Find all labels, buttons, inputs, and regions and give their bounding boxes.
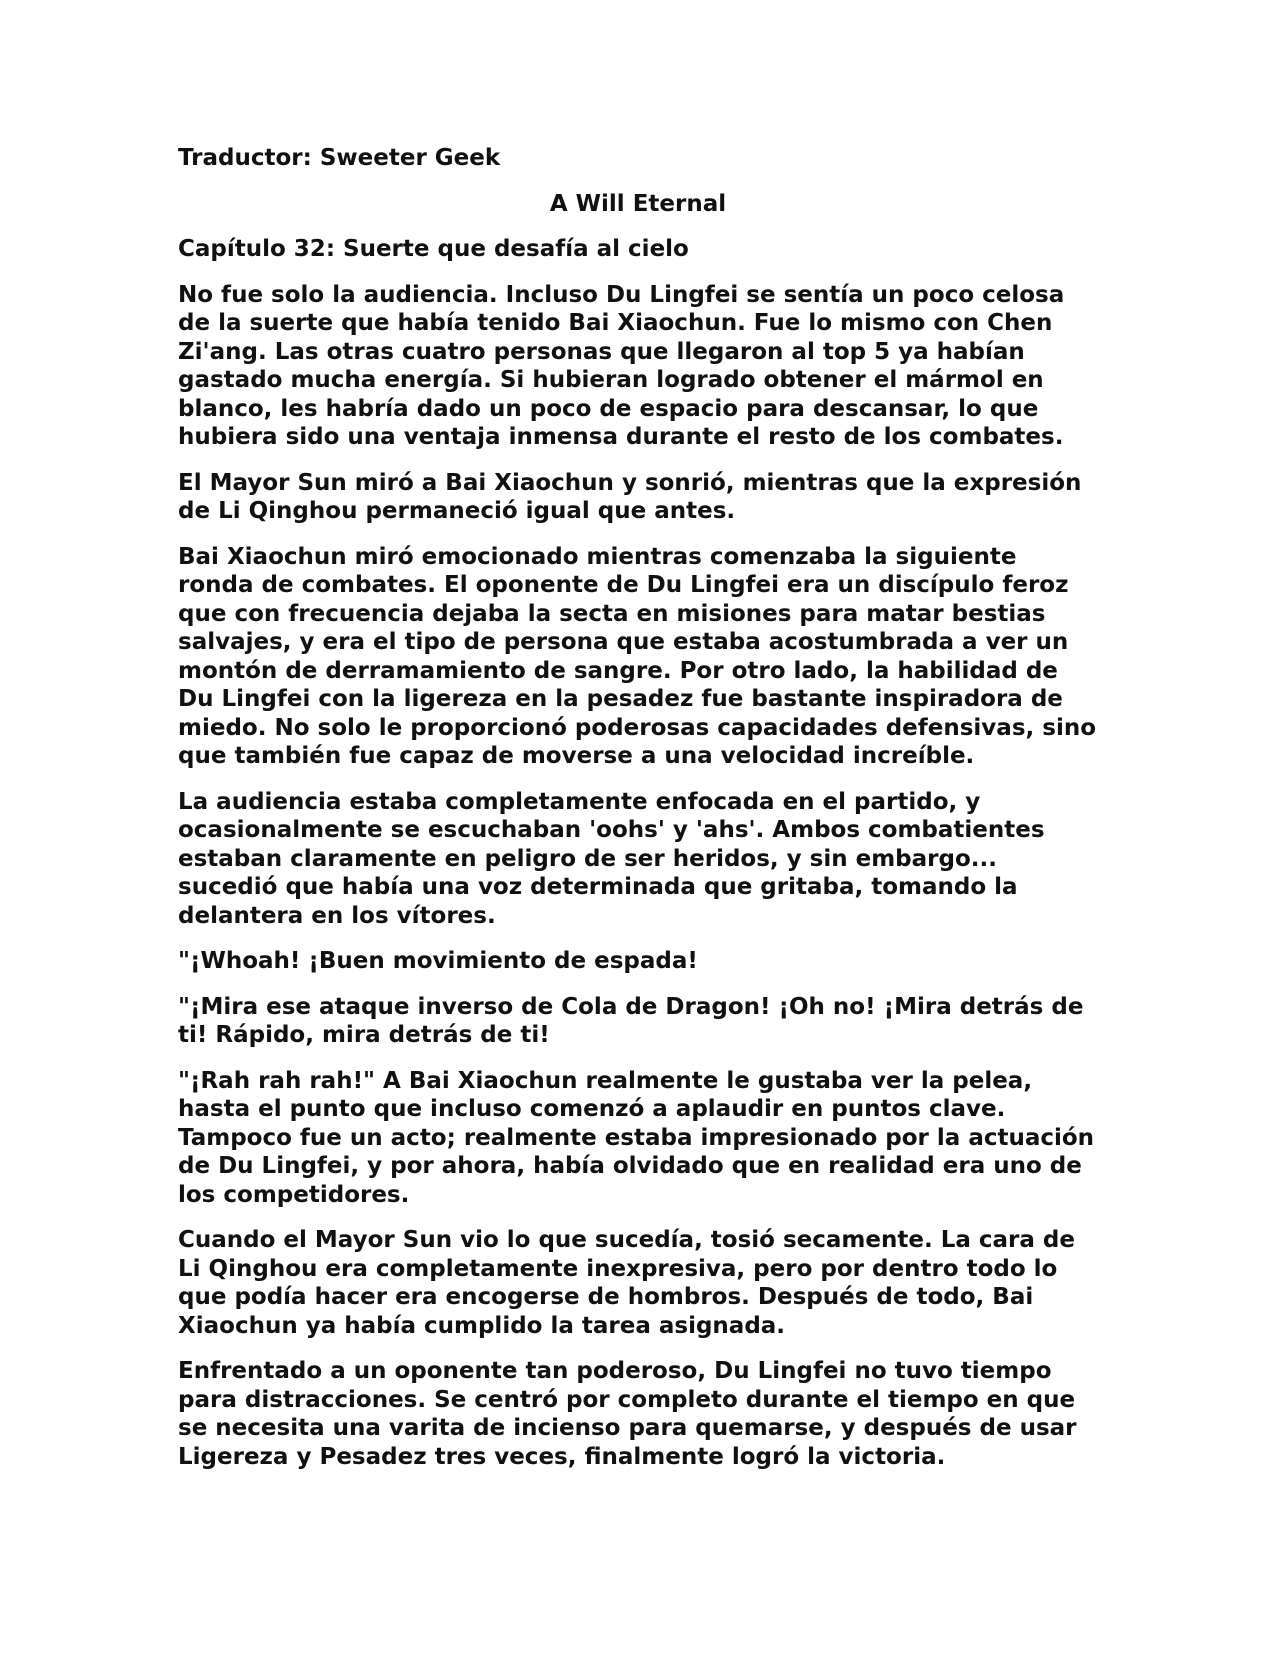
document-body xyxy=(178,144,1098,1488)
paragraph: "¡Rah rah rah!" A Bai Xiaochun realmente le gustaba ver la pelea, hasta el punto que incluso comenzó a aplaudir en puntos clave. Tampoco fue un acto; realmente estaba impresionado por la actuación de Du Lingfei, y por ahora, había olvidado que en realidad era uno de los competidores. xyxy=(178,1067,1095,1208)
paragraph: Enfrentado a un oponente tan poderoso, Du Lingfei no tuvo tiempo para distracciones. Se centró por completo durante el tiempo en que se necesita una varita de incienso para quemarse, y después de usar Ligereza y Pesadez tres veces, finalmente logró la victoria. xyxy=(178,1358,1077,1470)
paragraph: La audiencia estaba completamente enfocada en el partido, y ocasionalmente se escuchaban 'oohs' y 'ahs'. Ambos combatientes estaban claramente en peligro de ser heridos, y sin embargo... sucedió que había una voz determinada que gritaba, tomando la delantera en los vítores. xyxy=(178,788,1045,929)
translator-credit: Traductor: Sweeter Geek xyxy=(178,145,501,171)
paragraph: El Mayor Sun miró a Bai Xiaochun y sonrió, mientras que la expresión de Li Qinghou permaneció igual que antes. xyxy=(178,469,1082,524)
book-title: A Will Eternal xyxy=(549,190,727,217)
paragraph: Cuando el Mayor Sun vio lo que sucedía, tosió secamente. La cara de Li Qinghou era completamente inexpresiva, pero por dentro todo lo que podía hacer era encogerse de hombros. Después de todo, Bai Xiaochun ya había cumplido la tarea asignada. xyxy=(178,1227,1075,1339)
chapter-title: Capítulo 32: Suerte que desafía al cielo xyxy=(178,236,689,262)
paragraph: Bai Xiaochun miró emocionado mientras comenzaba la siguiente ronda de combates. El oponente de Du Lingfei era un discípulo feroz que con frecuencia dejaba la secta en misiones para matar bestias salvajes, y era el tipo de persona que estaba acostumbrada a ver un montón de derramamiento de sangre. Por otro lado, la habilidad de Du Lingfei con la ligereza en la pesadez fue bastante inspiradora de miedo. No solo le proporcionó poderosas capacidades defensivas, sino que también fue capaz de moverse a una velocidad increíble. xyxy=(178,543,1097,769)
paragraph: "¡Whoah! ¡Buen movimiento de espada! xyxy=(178,948,698,974)
paragraph: No fue solo la audiencia. Incluso Du Lingfei se sentía un poco celosa de la suerte que había tenido Bai Xiaochun. Fue lo mismo con Chen Zi'ang. Las otras cuatro personas que llegaron al top 5 ya habían gastado mucha energía. Si hubieran logrado obtener el mármol en blanco, les habría dado un poco de espacio para descansar, lo que hubiera sido una ventaja inmensa durante el resto de los combates. xyxy=(178,281,1065,450)
paragraph: "¡Mira ese ataque inverso de Cola de Dragon! ¡Oh no! ¡Mira detrás de ti! Rápido, mira detrás de ti! xyxy=(178,993,1084,1048)
